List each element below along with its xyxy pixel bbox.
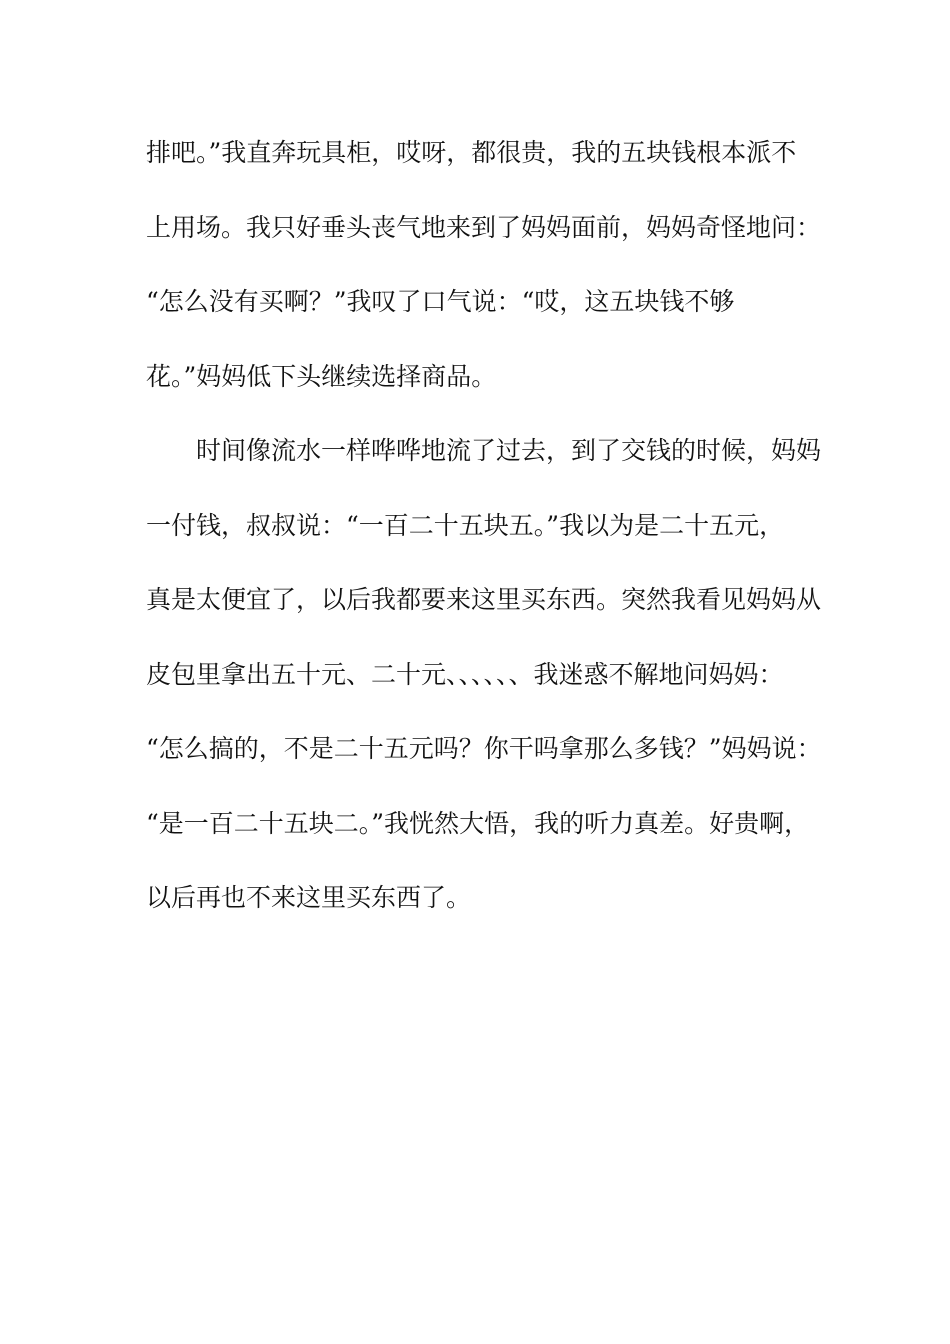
text-line: 上用场。我只好垂头丧气地来到了妈妈面前，妈妈奇怪地问： [146,212,822,242]
text-line: 花。”妈妈低下头继续选择商品。 [146,361,497,391]
paragraph-start-line: 时间像流水一样哗哗地流了过去，到了交钱的时候，妈妈 [196,436,822,465]
text-line: “怎么搞的，不是二十五元吗？你干吗拿那么多钱？”妈妈说： [146,734,822,763]
text-line: 一付钱，叔叔说：“一百二十五块五。”我以为是二十五元， [146,510,785,540]
text-line: “怎么没有买啊？”我叹了口气说：“哎，这五块钱不够 [146,287,735,316]
story-text [146,128,826,948]
text-line: 皮包里拿出五十元、二十元、、、、、、我迷惑不解地问妈妈： [146,659,784,689]
text-line: 排吧。”我直奔玩具柜，哎呀，都很贵，我的五块钱根本派不 [146,138,797,167]
text-line: 以后再也不来这里买东西了。 [146,883,472,912]
text-line: “是一百二十五块二。”我恍然大悟，我的听力真差。好贵啊， [146,808,810,838]
text-line: 真是太便宜了，以后我都要来这里买东西。突然我看见妈妈从 [146,585,822,614]
